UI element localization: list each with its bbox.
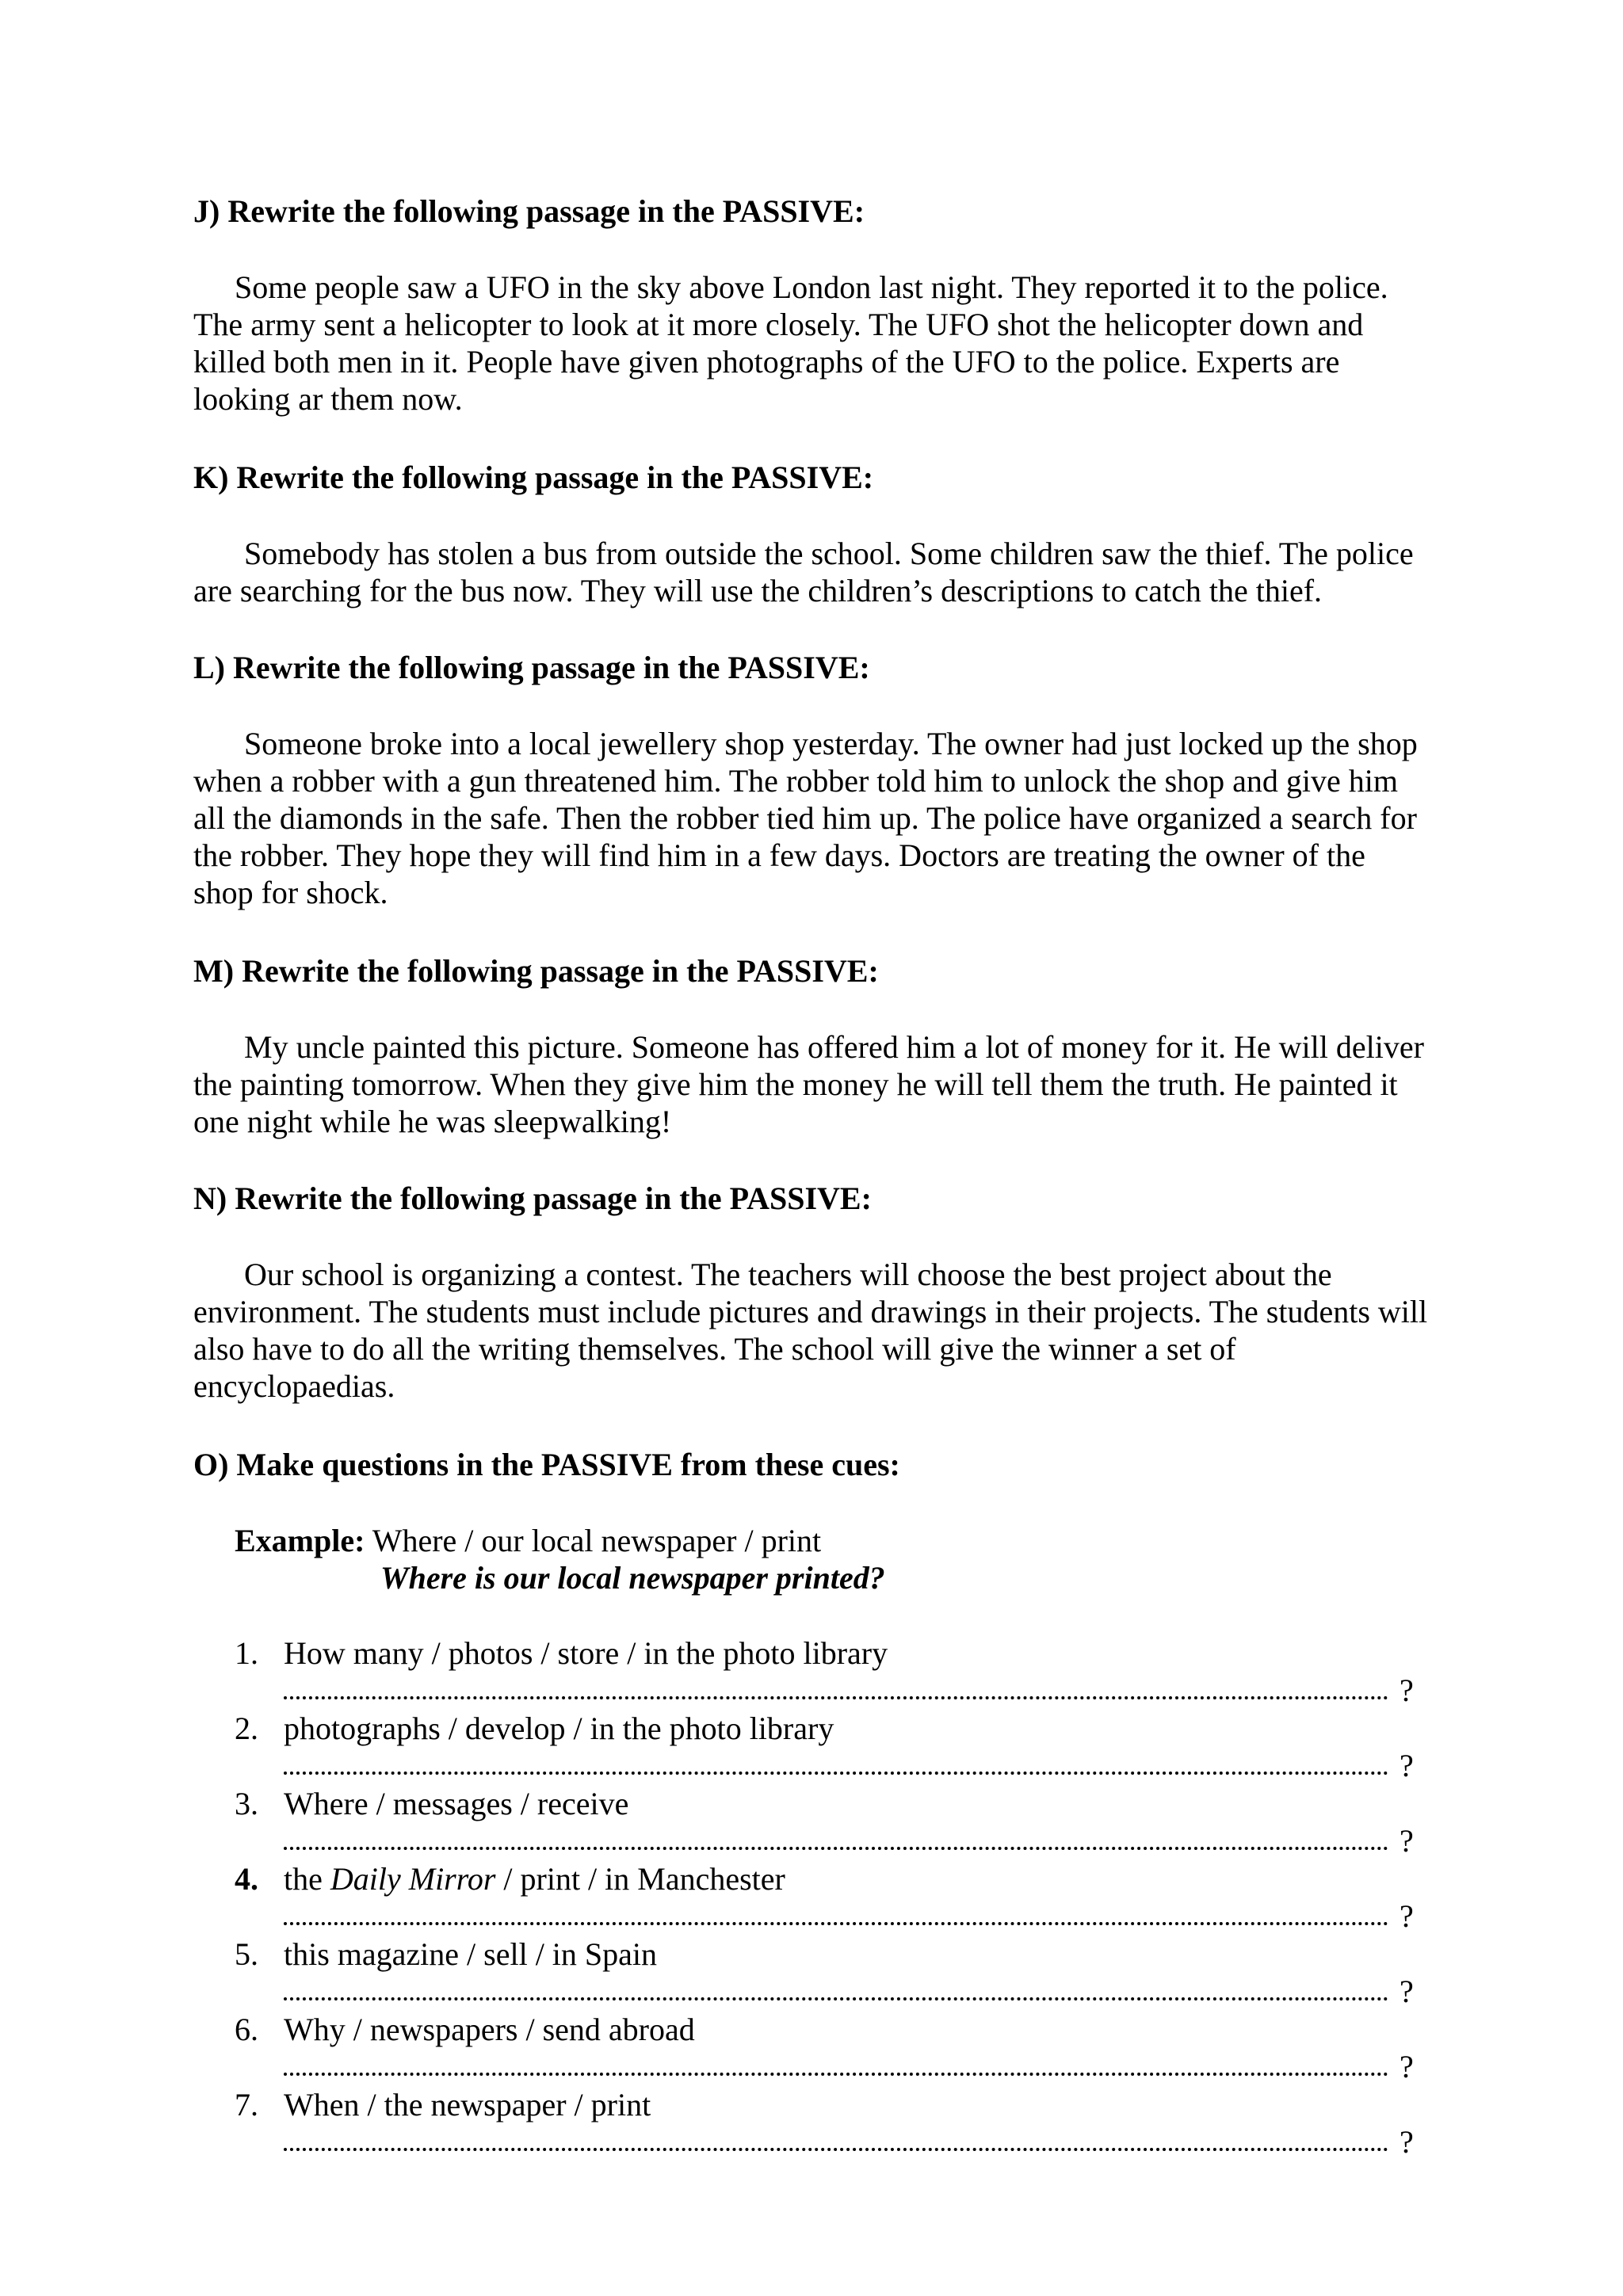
question-cue: When / the newspaper / print <box>284 2087 651 2122</box>
question-mark: ? <box>1400 1974 1414 2009</box>
passage-line: Somebody has stolen a bus from outside the school. Some children saw the thief. The police <box>244 536 1414 571</box>
question-number: 2. <box>235 1711 258 1746</box>
passage-line: Someone broke into a local jewellery shop yesterday. The owner had just locked up the shop <box>244 726 1418 761</box>
answer-dotted-line[interactable] <box>284 1897 1388 1935</box>
question-cue: photographs / develop / in the photo library <box>284 1711 834 1746</box>
passage-line: when a robber with a gun threatened him. The robber told him to unlock the shop and give him <box>193 763 1399 799</box>
question-mark: ? <box>1400 1748 1414 1783</box>
example-cue-text: Where / our local newspaper / print <box>365 1523 822 1558</box>
passage-line: encyclopaedias. <box>193 1368 395 1404</box>
question-number: 4. <box>235 1861 258 1897</box>
passage-line: the robber. They hope they will find him in a few days. Doctors are treating the owner of the <box>193 837 1365 873</box>
answer-line[interactable] <box>284 1747 1425 1784</box>
passage-line: Some people saw a UFO in the sky above London last night. They reported it to the police. <box>235 269 1388 305</box>
question-number: 6. <box>235 2012 258 2047</box>
question-mark: ? <box>1400 1898 1414 1934</box>
question-mark: ? <box>1400 1823 1414 1859</box>
passage-line: looking ar them now. <box>193 381 463 417</box>
question-number: 3. <box>235 1786 258 1821</box>
passage-line: all the diamonds in the safe. Then the robber tied him up. The police have organized a search for <box>193 800 1417 836</box>
answer-line[interactable] <box>284 1672 1425 1709</box>
example-answer: Where is our local newspaper printed? <box>380 1560 885 1596</box>
section-m-passage <box>193 1028 1493 1140</box>
section-l-heading: L) Rewrite the following passage in the PASSIVE: <box>193 650 870 685</box>
passage-line: My uncle painted this picture. Someone has offered him a lot of money for it. He will deliver <box>244 1029 1424 1065</box>
passage-line: killed both men in it. People have given photographs of the UFO to the police. Experts are <box>193 344 1340 379</box>
answer-line[interactable] <box>284 2123 1425 2161</box>
example-label: Example: <box>235 1523 365 1558</box>
question-cue: this magazine / sell / in Spain <box>284 1936 658 1972</box>
example-cue <box>235 1522 821 1559</box>
question-cue: How many / photos / store / in the photo library <box>284 1635 888 1671</box>
answer-dotted-line[interactable] <box>284 2048 1388 2085</box>
question-cue-title: Daily Mirror <box>330 1861 496 1897</box>
question-cue-post: / print / in Manchester <box>495 1861 785 1897</box>
section-k-heading: K) Rewrite the following passage in the PASSIVE: <box>193 460 874 495</box>
question-mark: ? <box>1400 2049 1414 2084</box>
question-number: 5. <box>235 1936 258 1972</box>
section-j-passage <box>193 269 1493 418</box>
answer-dotted-line[interactable] <box>284 1747 1388 1784</box>
question-mark: ? <box>1400 2124 1414 2160</box>
question-cue-pre: the <box>284 1861 330 1897</box>
section-m-heading: M) Rewrite the following passage in the PASSIVE: <box>193 953 879 989</box>
section-n-passage <box>193 1256 1493 1405</box>
passage-line: Our school is organizing a contest. The teachers will choose the best project about the <box>244 1257 1332 1292</box>
section-l-passage <box>193 725 1493 911</box>
answer-line[interactable] <box>284 1973 1425 2010</box>
answer-dotted-line[interactable] <box>284 1973 1388 2010</box>
section-o-heading: O) Make questions in the PASSIVE from these cues: <box>193 1447 900 1482</box>
question-number: 7. <box>235 2087 258 2122</box>
answer-line[interactable] <box>284 1822 1425 1859</box>
section-k-passage <box>193 535 1493 609</box>
question-cue: Where / messages / receive <box>284 1786 629 1821</box>
question-mark: ? <box>1400 1672 1414 1708</box>
question-number: 1. <box>235 1635 258 1671</box>
passage-line: also have to do all the writing themselves. The school will give the winner a set of <box>193 1331 1236 1367</box>
answer-dotted-line[interactable] <box>284 1672 1388 1709</box>
question-cue <box>284 1860 785 1897</box>
answer-line[interactable] <box>284 1897 1425 1935</box>
passage-line: the painting tomorrow. When they give him the money he will tell them the truth. He painted it <box>193 1066 1398 1102</box>
question-cue: Why / newspapers / send abroad <box>284 2012 695 2047</box>
section-j-heading: J) Rewrite the following passage in the PASSIVE: <box>193 193 865 229</box>
section-n-heading: N) Rewrite the following passage in the PASSIVE: <box>193 1180 872 1216</box>
answer-line[interactable] <box>284 2048 1425 2085</box>
passage-line: shop for shock. <box>193 875 388 910</box>
passage-line: one night while he was sleepwalking! <box>193 1104 672 1139</box>
answer-dotted-line[interactable] <box>284 1822 1388 1859</box>
passage-line: are searching for the bus now. They will use the children’s descriptions to catch the thief. <box>193 573 1323 608</box>
answer-dotted-line[interactable] <box>284 2123 1388 2161</box>
passage-line: environment. The students must include pictures and drawings in their projects. The students will <box>193 1294 1428 1329</box>
passage-line: The army sent a helicopter to look at it more closely. The UFO shot the helicopter down and <box>193 307 1364 342</box>
